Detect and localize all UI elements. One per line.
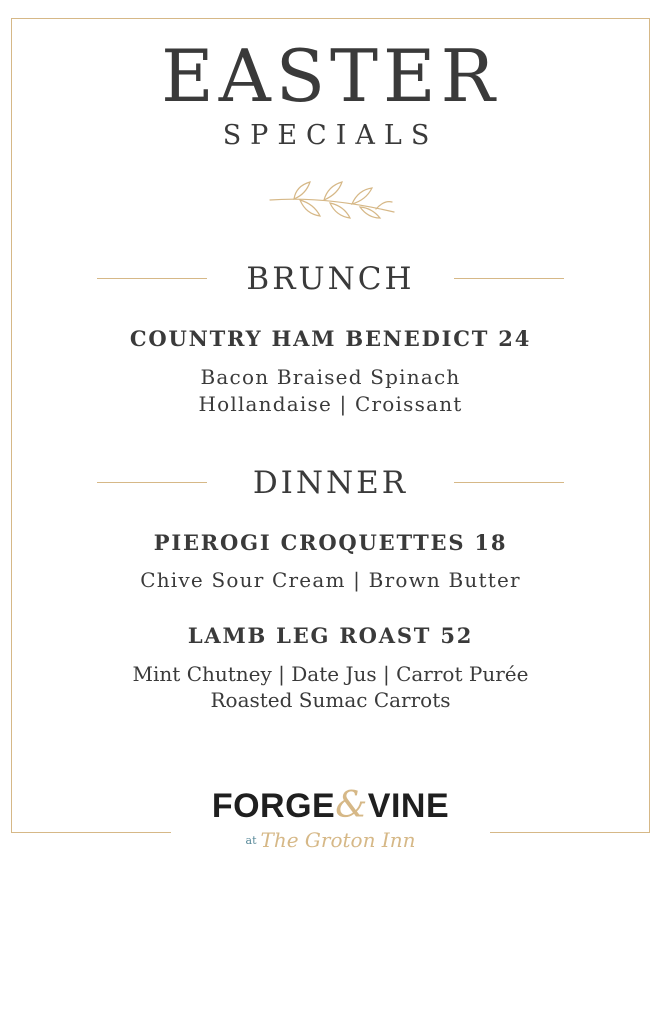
logo-word-vine: VINE xyxy=(367,787,450,825)
section-label: BRUNCH xyxy=(246,261,415,297)
frame-top-border xyxy=(11,18,650,19)
logo-subtitle xyxy=(0,826,661,855)
section-label: DINNER xyxy=(252,465,409,501)
logo-word-forge: FORGE xyxy=(211,787,336,825)
menu-item-name: COUNTRY HAM BENEDICT 24 xyxy=(129,326,532,351)
section-rule-right xyxy=(454,278,564,279)
menu-item-desc-line: Roasted Sumac Carrots xyxy=(210,688,451,712)
menu-title: EASTER xyxy=(161,34,500,118)
menu-item-desc-line: Chive Sour Cream | Brown Butter xyxy=(140,568,521,592)
section-rule-right xyxy=(454,482,564,483)
logo-place-name: The Groton Inn xyxy=(260,828,416,852)
menu-item-desc-line: Hollandaise | Croissant xyxy=(198,392,463,416)
restaurant-logo xyxy=(0,786,661,826)
section-header-dinner xyxy=(0,463,661,503)
logo-ampersand: & xyxy=(335,785,368,826)
menu-item-name: PIEROGI CROQUETTES 18 xyxy=(153,530,508,555)
menu-subtitle: SPECIALS xyxy=(222,120,439,151)
menu-item-desc-line: Bacon Braised Spinach xyxy=(200,365,461,389)
menu-item-name: LAMB LEG ROAST 52 xyxy=(187,623,474,648)
olive-sprig-icon xyxy=(266,176,398,224)
logo-at: at xyxy=(245,834,257,847)
menu-item-desc-line: Mint Chutney | Date Jus | Carrot Purée xyxy=(132,662,529,686)
section-header-brunch xyxy=(0,259,661,299)
